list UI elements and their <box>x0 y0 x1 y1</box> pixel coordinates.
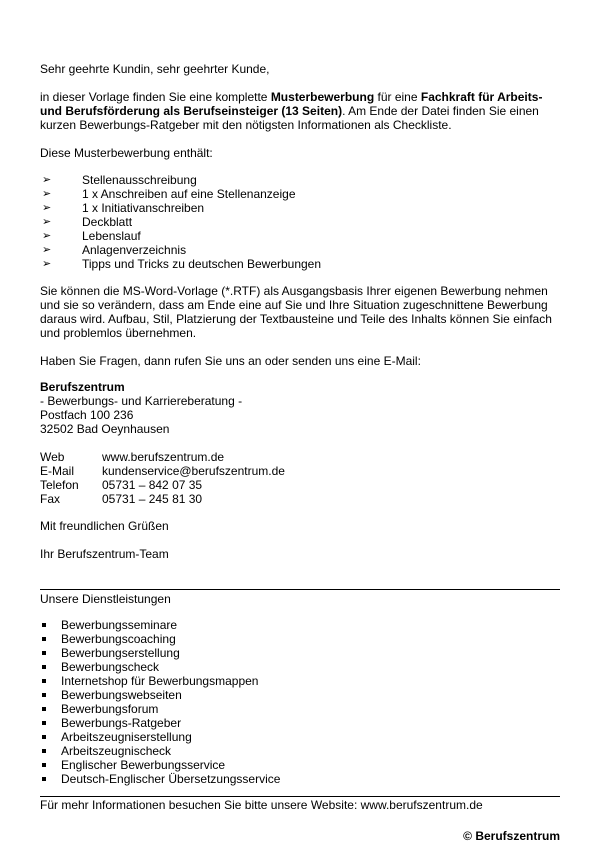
signature-team: Ihr Berufszentrum-Team <box>40 547 169 561</box>
list-item-label: 1 x Initiativanschreiben <box>82 201 205 215</box>
contact-row-phone <box>40 478 285 492</box>
salutation: Sehr geehrte Kundin, sehr geehrter Kunde, <box>40 62 270 76</box>
list-item <box>40 257 321 271</box>
intro-text-2: für eine <box>374 90 421 104</box>
square-bullet-icon <box>42 721 46 725</box>
service-item <box>40 702 280 716</box>
square-bullet-icon <box>42 763 46 767</box>
square-bullet-icon <box>42 623 46 627</box>
list-item <box>40 173 321 187</box>
fax-label: Fax <box>40 492 61 506</box>
usage-note: Sie können die MS-Word-Vorlage (*.RTF) als Ausgangsbasis Ihrer eigenen Bewerbung nehmen und sie so verändern, dass am Ende eine auf Sie und Ihre Situation zugeschnittene Bewerbung daraus wird. Aufbau, Stil, Platzierung der Textbausteine und Teile des Inhalts können Sie einfach und problemlos übernehmen. <box>40 284 552 340</box>
service-item <box>40 660 280 674</box>
intro-bold-2: Fachkraft für Arbeits- und Berufsförderung als Berufseinsteiger (13 Seiten) <box>40 90 543 118</box>
list-item <box>40 187 321 201</box>
service-label: Bewerbungswebseiten <box>61 688 182 702</box>
list-item <box>40 201 321 215</box>
web-label: Web <box>40 450 65 464</box>
service-label: Bewerbungscheck <box>61 660 160 674</box>
arrow-bullet-icon: ➢ <box>42 174 52 186</box>
arrow-bullet-icon: ➢ <box>42 230 52 242</box>
square-bullet-icon <box>42 679 46 683</box>
contents-heading: Diese Musterbewerbung enthält: <box>40 146 213 160</box>
list-item <box>40 243 321 257</box>
square-bullet-icon <box>42 665 46 669</box>
service-item <box>40 674 280 688</box>
po-box: Postfach 100 236 <box>40 408 134 422</box>
service-item <box>40 772 280 786</box>
phone-label: Telefon <box>40 478 79 492</box>
more-info-text: Für mehr Informationen besuchen Sie bitte unsere Website: www.berufszentrum.de <box>40 798 483 812</box>
service-item <box>40 744 280 758</box>
service-label: Bewerbungsforum <box>61 702 159 716</box>
service-label: Bewerbungserstellung <box>61 646 180 660</box>
address-block <box>40 380 242 436</box>
list-item <box>40 229 321 243</box>
arrow-bullet-icon: ➢ <box>42 202 52 214</box>
list-item-label: Anlagenverzeichnis <box>82 243 187 257</box>
questions-text: Haben Sie Fragen, dann rufen Sie uns an oder senden uns eine E-Mail: <box>40 354 421 368</box>
service-item <box>40 618 280 632</box>
web-value[interactable]: www.berufszentrum.de <box>102 450 225 464</box>
service-label: Bewerbungscoaching <box>61 632 176 646</box>
intro-paragraph <box>40 90 560 132</box>
service-item <box>40 758 280 772</box>
list-item-label: Deckblatt <box>82 215 133 229</box>
list-item-label: 1 x Anschreiben auf eine Stellenanzeige <box>82 187 296 201</box>
service-item <box>40 646 280 660</box>
service-item <box>40 688 280 702</box>
arrow-bullet-icon: ➢ <box>42 216 52 228</box>
contact-row-email <box>40 464 285 478</box>
service-item <box>40 716 280 730</box>
square-bullet-icon <box>42 777 46 781</box>
square-bullet-icon <box>42 707 46 711</box>
service-label: Arbeitszeugnischeck <box>61 744 172 758</box>
contact-row-web <box>40 450 285 464</box>
service-item <box>40 632 280 646</box>
square-bullet-icon <box>42 637 46 641</box>
service-item <box>40 730 280 744</box>
closing-text: Mit freundlichen Grüßen <box>40 519 169 533</box>
city: 32502 Bad Oeynhausen <box>40 422 170 436</box>
square-bullet-icon <box>42 651 46 655</box>
divider-top <box>40 589 560 590</box>
square-bullet-icon <box>42 749 46 753</box>
intro-text-1: in dieser Vorlage finden Sie eine komplette <box>40 90 271 104</box>
list-item-label: Stellenausschreibung <box>82 173 197 187</box>
email-label: E-Mail <box>40 464 75 478</box>
arrow-bullet-icon: ➢ <box>42 244 52 256</box>
intro-bold-1: Musterbewerbung <box>270 90 375 104</box>
service-label: Bewerbungs-Ratgeber <box>61 716 182 730</box>
service-label: Internetshop für Bewerbungsmappen <box>61 674 259 688</box>
list-item <box>40 215 321 229</box>
contact-row-fax <box>40 492 285 506</box>
list-item-label: Tipps und Tricks zu deutschen Bewerbungen <box>82 257 322 271</box>
fax-value: 05731 – 245 81 30 <box>102 492 203 506</box>
divider-bottom <box>40 796 560 797</box>
service-label: Bewerbungsseminare <box>61 618 178 632</box>
service-label: Deutsch-Englischer Übersetzungsservice <box>61 772 281 786</box>
arrow-bullet-icon: ➢ <box>42 258 52 270</box>
service-label: Englischer Bewerbungsservice <box>61 758 226 772</box>
services-list <box>40 618 280 786</box>
email-value[interactable]: kundenservice@berufszentrum.de <box>102 464 285 478</box>
company-tagline: - Bewerbungs- und Karriereberatung - <box>40 394 243 408</box>
intro-text-3: . Am Ende der Datei finden Sie einen kurzen Bewerbungs-Ratgeber mit den nötigsten Informationen als Checkliste. <box>40 104 539 132</box>
square-bullet-icon <box>42 735 46 739</box>
copyright-notice: © Berufszentrum <box>463 829 560 843</box>
contact-table <box>40 450 285 506</box>
arrow-bullet-icon: ➢ <box>42 188 52 200</box>
square-bullet-icon <box>42 693 46 697</box>
phone-value: 05731 – 842 07 35 <box>102 478 203 492</box>
services-title: Unsere Dienstleistungen <box>40 592 171 606</box>
list-item-label: Lebenslauf <box>82 229 141 243</box>
company-name: Berufszentrum <box>40 380 125 394</box>
service-label: Arbeitszeugniserstellung <box>61 730 192 744</box>
contents-list <box>40 173 321 271</box>
